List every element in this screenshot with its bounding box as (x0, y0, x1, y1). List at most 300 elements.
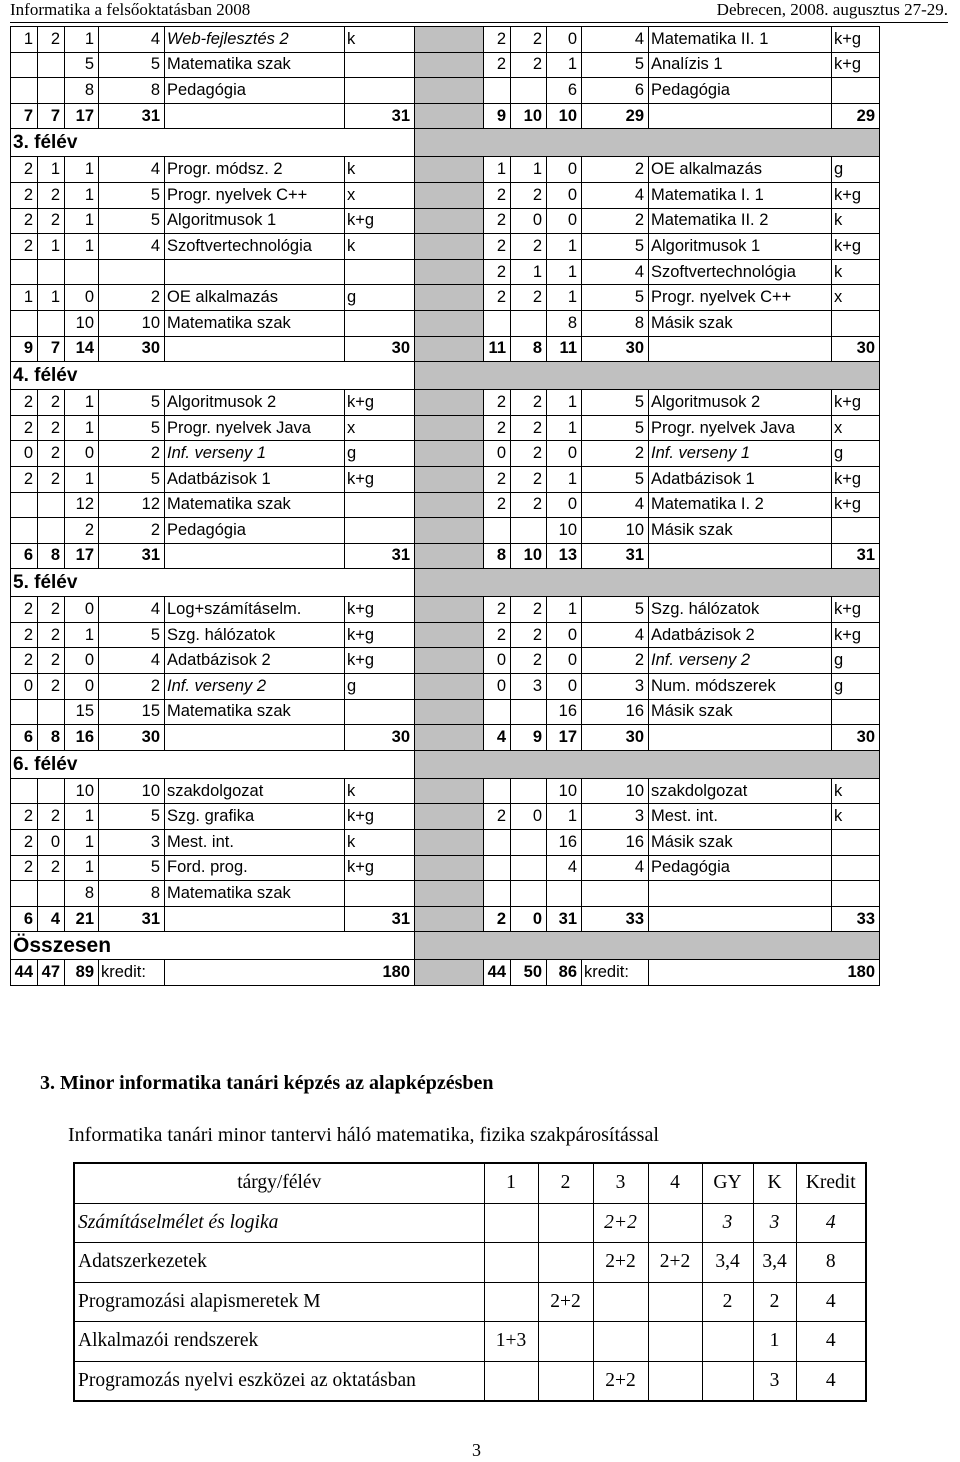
hours-cell: 2 (484, 804, 511, 830)
grand-total-cell: 47 (38, 960, 65, 986)
subject-row (74, 1322, 866, 1362)
hours-cell: 5 (582, 597, 649, 623)
course-name: Progr. módsz. 2 (165, 157, 345, 183)
hours-cell: 2 (11, 855, 38, 881)
gray-divider-cell (415, 906, 484, 932)
subject-cell (593, 1282, 648, 1322)
exam-type: k+g (832, 492, 880, 518)
course-name (165, 543, 345, 569)
hours-cell: 10 (547, 518, 582, 544)
subject-row (74, 1282, 866, 1322)
exam-type (832, 310, 880, 336)
hours-cell: 1 (547, 466, 582, 492)
subject-row (74, 1243, 866, 1283)
hours-cell: 0 (547, 157, 582, 183)
hours-cell: 0 (484, 441, 511, 467)
hours-cell: 3 (582, 804, 649, 830)
exam-type: k+g (832, 597, 880, 623)
course-row (11, 52, 880, 78)
hours-cell (582, 881, 649, 907)
hours-cell: 1 (65, 27, 99, 53)
hours-cell: 30 (99, 336, 165, 362)
course-name: Mest. int. (649, 804, 832, 830)
hours-cell: 0 (484, 674, 511, 700)
hours-cell: 2 (484, 466, 511, 492)
hours-cell (484, 518, 511, 544)
course-name: Másik szak (649, 518, 832, 544)
course-name: Szg. hálózatok (165, 622, 345, 648)
column-header: 3 (593, 1163, 648, 1203)
hours-cell: 1 (65, 466, 99, 492)
course-name: Adatbázisok 1 (649, 466, 832, 492)
gray-band (415, 129, 880, 157)
hours-cell: 2 (38, 27, 65, 53)
hours-cell: 2 (11, 830, 38, 856)
hours-cell: 4 (582, 259, 649, 285)
exam-type (345, 78, 415, 104)
hours-cell: 5 (99, 622, 165, 648)
hours-cell: 7 (38, 103, 65, 129)
hours-cell: 2 (511, 234, 547, 260)
course-name: Adatbázisok 2 (165, 648, 345, 674)
subject-cell: 3 (702, 1203, 753, 1243)
subject-cell: 2+2 (593, 1243, 648, 1283)
hours-cell: 6 (582, 78, 649, 104)
semester-heading-row (11, 129, 880, 157)
subject-cell: 3 (753, 1361, 796, 1401)
course-name (165, 725, 345, 751)
semester-total-row (11, 336, 880, 362)
grand-total-cell: 86 (547, 960, 582, 986)
hours-cell (11, 881, 38, 907)
hours-cell: 11 (547, 336, 582, 362)
hours-cell (11, 492, 38, 518)
hours-cell: 4 (582, 855, 649, 881)
hours-cell: 33 (582, 906, 649, 932)
hours-cell: 2 (11, 390, 38, 416)
hours-cell: 2 (484, 52, 511, 78)
course-row (11, 415, 880, 441)
hours-cell: 1 (547, 804, 582, 830)
course-name: Matematika szak (165, 699, 345, 725)
course-row (11, 830, 880, 856)
exam-type (345, 310, 415, 336)
gray-divider-cell (415, 855, 484, 881)
grand-total-cell: kredit: (582, 960, 649, 986)
hours-cell: 30 (99, 725, 165, 751)
hours-cell: 6 (547, 78, 582, 104)
hours-cell: 2 (38, 804, 65, 830)
exam-type: k+g (832, 390, 880, 416)
hours-cell: 4 (38, 906, 65, 932)
exam-type: 33 (832, 906, 880, 932)
exam-type: k (832, 208, 880, 234)
hours-cell: 1 (511, 157, 547, 183)
hours-cell: 2 (484, 182, 511, 208)
exam-type: 31 (832, 543, 880, 569)
course-name: Matematika szak (165, 881, 345, 907)
exam-type: g (345, 674, 415, 700)
gray-divider-cell (415, 78, 484, 104)
hours-cell: 8 (484, 543, 511, 569)
page-number: 3 (472, 1440, 481, 1460)
semester-label: 4. félév (11, 362, 415, 390)
hours-cell: 12 (65, 492, 99, 518)
hours-cell: 0 (547, 441, 582, 467)
hours-cell: 2 (484, 259, 511, 285)
course-name: Log+számításelm. (165, 597, 345, 623)
header-rule (10, 22, 948, 23)
subject-cell: 4 (796, 1282, 866, 1322)
exam-type: k+g (345, 622, 415, 648)
hours-cell: 8 (547, 310, 582, 336)
exam-type (832, 881, 880, 907)
hours-cell: 16 (547, 699, 582, 725)
hours-cell: 15 (65, 699, 99, 725)
exam-type (345, 52, 415, 78)
course-row (11, 234, 880, 260)
exam-type: 30 (832, 336, 880, 362)
hours-cell: 5 (582, 466, 649, 492)
gray-divider-cell (415, 622, 484, 648)
exam-type: g (832, 441, 880, 467)
gray-divider-cell (415, 778, 484, 804)
hours-cell: 8 (38, 543, 65, 569)
course-row (11, 674, 880, 700)
course-name: Algoritmusok 1 (649, 234, 832, 260)
course-name: Mest. int. (165, 830, 345, 856)
hours-cell: 0 (65, 597, 99, 623)
hours-cell (484, 855, 511, 881)
semester-heading-row (11, 362, 880, 390)
hours-cell: 1 (38, 157, 65, 183)
hours-cell: 31 (99, 906, 165, 932)
hours-cell: 1 (547, 390, 582, 416)
course-name (649, 725, 832, 751)
hours-cell: 11 (484, 336, 511, 362)
hours-cell: 1 (547, 285, 582, 311)
hours-cell (11, 310, 38, 336)
hours-cell: 1 (547, 259, 582, 285)
course-name: Inf. verseny 1 (649, 441, 832, 467)
course-row (11, 778, 880, 804)
hours-cell: 1 (65, 855, 99, 881)
hours-cell: 5 (582, 415, 649, 441)
hours-cell (11, 778, 38, 804)
hours-cell: 2 (484, 597, 511, 623)
header-left: Informatika a felsőoktatásban 2008 (10, 0, 251, 19)
hours-cell (11, 518, 38, 544)
hours-cell: 2 (511, 622, 547, 648)
course-name: Matematika II. 1 (649, 27, 832, 53)
hours-cell (38, 52, 65, 78)
hours-cell: 8 (99, 78, 165, 104)
hours-cell (38, 492, 65, 518)
hours-cell: 7 (38, 336, 65, 362)
exam-type: k+g (345, 466, 415, 492)
grand-total-cell: 89 (65, 960, 99, 986)
subject-name: Programozás nyelvi eszközei az oktatásban (74, 1361, 484, 1401)
course-name (165, 259, 345, 285)
hours-cell: 12 (99, 492, 165, 518)
exam-type: 29 (832, 103, 880, 129)
hours-cell: 2 (11, 466, 38, 492)
hours-cell: 8 (99, 881, 165, 907)
hours-cell: 0 (547, 622, 582, 648)
course-name: Matematika szak (165, 310, 345, 336)
subject-cell: 2+2 (593, 1203, 648, 1243)
course-row (11, 622, 880, 648)
hours-cell: 5 (99, 52, 165, 78)
hours-cell: 2 (99, 285, 165, 311)
gray-divider-cell (415, 466, 484, 492)
hours-cell: 1 (65, 622, 99, 648)
grand-total-row (11, 960, 880, 986)
hours-cell: 8 (582, 310, 649, 336)
hours-cell: 5 (99, 804, 165, 830)
column-header: 2 (538, 1163, 593, 1203)
exam-type: k+g (345, 597, 415, 623)
hours-cell (484, 830, 511, 856)
subject-cell (484, 1243, 538, 1283)
exam-type: 30 (832, 725, 880, 751)
column-header: tárgy/félév (74, 1163, 484, 1203)
course-row (11, 466, 880, 492)
subject-cell (538, 1322, 593, 1362)
exam-type (345, 259, 415, 285)
hours-cell (38, 778, 65, 804)
hours-cell: 2 (38, 855, 65, 881)
hours-cell: 2 (484, 492, 511, 518)
gray-divider-cell (415, 234, 484, 260)
hours-cell (38, 518, 65, 544)
hours-cell: 0 (511, 208, 547, 234)
subject-cell: 1+3 (484, 1322, 538, 1362)
hours-cell: 31 (582, 543, 649, 569)
hours-cell: 6 (11, 543, 38, 569)
hours-cell: 0 (547, 182, 582, 208)
exam-type (345, 492, 415, 518)
hours-cell (511, 78, 547, 104)
minor-header-row (74, 1163, 866, 1203)
course-name: Num. módszerek (649, 674, 832, 700)
exam-type: k (345, 830, 415, 856)
course-name: Pedagógia (649, 855, 832, 881)
course-name (649, 881, 832, 907)
hours-cell (511, 855, 547, 881)
course-name: Másik szak (649, 830, 832, 856)
hours-cell (511, 830, 547, 856)
hours-cell: 5 (582, 234, 649, 260)
course-row (11, 441, 880, 467)
gray-divider-cell (415, 285, 484, 311)
hours-cell (38, 78, 65, 104)
gray-divider-cell (415, 336, 484, 362)
hours-cell: 2 (99, 518, 165, 544)
subject-cell: 1 (753, 1322, 796, 1362)
hours-cell: 16 (582, 699, 649, 725)
gray-divider-cell (415, 441, 484, 467)
gray-divider-cell (415, 208, 484, 234)
header-right: Debrecen, 2008. augusztus 27-29. (716, 0, 948, 19)
hours-cell: 4 (547, 855, 582, 881)
gray-band (415, 932, 880, 960)
course-name: OE alkalmazás (165, 285, 345, 311)
hours-cell: 16 (65, 725, 99, 751)
hours-cell: 8 (65, 78, 99, 104)
hours-cell: 2 (511, 441, 547, 467)
exam-type: k+g (345, 855, 415, 881)
hours-cell: 5 (582, 285, 649, 311)
hours-cell: 5 (99, 390, 165, 416)
hours-cell: 2 (582, 157, 649, 183)
course-row (11, 27, 880, 53)
hours-cell: 5 (65, 52, 99, 78)
gray-divider-cell (415, 881, 484, 907)
hours-cell: 10 (65, 778, 99, 804)
hours-cell: 2 (11, 208, 38, 234)
hours-cell (484, 699, 511, 725)
course-row (11, 518, 880, 544)
hours-cell: 9 (511, 725, 547, 751)
hours-cell: 2 (38, 208, 65, 234)
hours-cell (38, 259, 65, 285)
course-name: Pedagógia (165, 78, 345, 104)
exam-type: g (832, 674, 880, 700)
hours-cell: 1 (65, 208, 99, 234)
exam-type (345, 881, 415, 907)
subject-cell: 2+2 (648, 1243, 702, 1283)
course-name: OE alkalmazás (649, 157, 832, 183)
semester-total-row (11, 103, 880, 129)
hours-cell: 2 (38, 674, 65, 700)
grand-total-cell: 44 (484, 960, 511, 986)
course-name: Progr. nyelvek C++ (649, 285, 832, 311)
hours-cell: 2 (11, 597, 38, 623)
course-name: Inf. verseny 1 (165, 441, 345, 467)
hours-cell: 1 (65, 182, 99, 208)
subject-cell: 2 (753, 1282, 796, 1322)
hours-cell (38, 310, 65, 336)
hours-cell: 1 (547, 415, 582, 441)
exam-type (832, 855, 880, 881)
hours-cell: 5 (582, 390, 649, 416)
hours-cell (484, 310, 511, 336)
course-name (649, 906, 832, 932)
minor-curriculum-table (73, 1162, 867, 1402)
gray-divider-cell (415, 259, 484, 285)
course-name: Szoftvertechnológia (649, 259, 832, 285)
exam-type: g (832, 157, 880, 183)
hours-cell: 1 (11, 285, 38, 311)
hours-cell: 2 (11, 234, 38, 260)
hours-cell: 2 (582, 208, 649, 234)
hours-cell (547, 881, 582, 907)
grand-total-cell: 180 (165, 960, 415, 986)
gray-divider-cell (415, 674, 484, 700)
course-name: Inf. verseny 2 (165, 674, 345, 700)
course-row (11, 699, 880, 725)
gray-band (415, 569, 880, 597)
hours-cell: 4 (582, 622, 649, 648)
subject-cell (648, 1282, 702, 1322)
hours-cell: 10 (511, 543, 547, 569)
course-row (11, 78, 880, 104)
hours-cell: 5 (99, 415, 165, 441)
course-name (649, 336, 832, 362)
course-name (165, 103, 345, 129)
exam-type: 31 (345, 543, 415, 569)
subject-cell (538, 1361, 593, 1401)
hours-cell: 2 (511, 648, 547, 674)
hours-cell: 4 (99, 157, 165, 183)
hours-cell (511, 699, 547, 725)
gray-divider-cell (415, 725, 484, 751)
semester-label: Összesen (11, 932, 415, 960)
course-name: Algoritmusok 2 (649, 390, 832, 416)
subject-name: Adatszerkezetek (74, 1243, 484, 1283)
hours-cell: 29 (582, 103, 649, 129)
hours-cell (511, 310, 547, 336)
hours-cell: 1 (65, 157, 99, 183)
hours-cell: 1 (65, 415, 99, 441)
hours-cell: 1 (65, 234, 99, 260)
hours-cell: 1 (38, 285, 65, 311)
subject-cell (538, 1203, 593, 1243)
hours-cell: 2 (38, 466, 65, 492)
hours-cell (511, 778, 547, 804)
hours-cell (484, 881, 511, 907)
hours-cell: 0 (65, 648, 99, 674)
hours-cell: 2 (511, 390, 547, 416)
hours-cell: 17 (547, 725, 582, 751)
hours-cell: 0 (38, 830, 65, 856)
course-name: szakdolgozat (649, 778, 832, 804)
course-name: Szg. grafika (165, 804, 345, 830)
course-row (11, 208, 880, 234)
grand-total-cell: 44 (11, 960, 38, 986)
gray-band (415, 750, 880, 778)
hours-cell: 10 (99, 310, 165, 336)
subject-cell: 3,4 (753, 1243, 796, 1283)
subject-cell (538, 1243, 593, 1283)
hours-cell (65, 259, 99, 285)
hours-cell: 0 (11, 441, 38, 467)
hours-cell: 5 (99, 182, 165, 208)
subject-cell: 2+2 (593, 1361, 648, 1401)
exam-type: k+g (345, 648, 415, 674)
hours-cell: 21 (65, 906, 99, 932)
semester-heading-row (11, 750, 880, 778)
exam-type: k (832, 804, 880, 830)
gray-divider-cell (415, 830, 484, 856)
hours-cell: 2 (511, 492, 547, 518)
course-name: Progr. nyelvek Java (649, 415, 832, 441)
subject-name: Alkalmazói rendszerek (74, 1322, 484, 1362)
exam-type: k+g (345, 208, 415, 234)
course-name: Algoritmusok 2 (165, 390, 345, 416)
hours-cell: 0 (547, 27, 582, 53)
hours-cell: 4 (484, 725, 511, 751)
course-name: Progr. nyelvek C++ (165, 182, 345, 208)
hours-cell: 14 (65, 336, 99, 362)
hours-cell: 1 (38, 234, 65, 260)
exam-type (832, 78, 880, 104)
semester-label: 6. félév (11, 750, 415, 778)
hours-cell (511, 881, 547, 907)
column-header: GY (702, 1163, 753, 1203)
semester-label: 3. félév (11, 129, 415, 157)
